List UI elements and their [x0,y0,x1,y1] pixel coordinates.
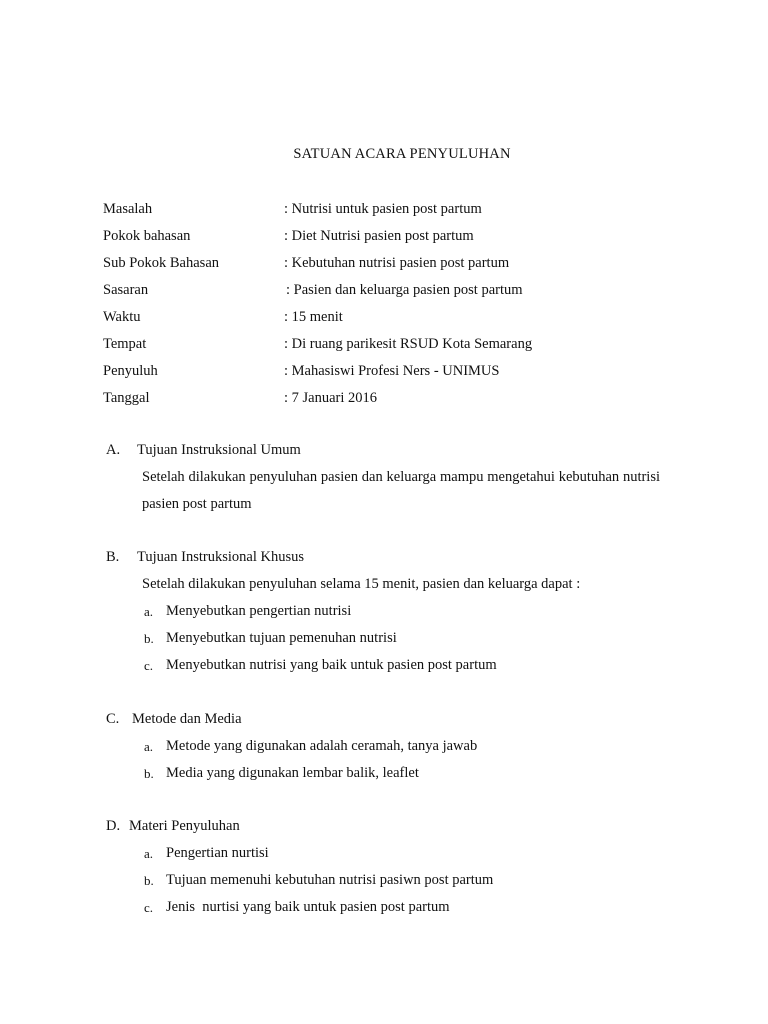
list-item-text: Menyebutkan nutrisi yang baik untuk pasien post partum [166,657,497,673]
section-intro [106,575,666,602]
info-value: : Mahasiswi Profesi Ners - UNIMUS [284,363,500,379]
list-item-letter: b. [144,873,154,888]
info-label: Sasaran [103,282,149,298]
list-item-text: Media yang digunakan lembar balik, leaflet [166,765,419,781]
list-item-letter: a. [144,739,154,754]
material-list [106,844,666,925]
list-item-letter: a. [144,846,154,861]
list-item [106,737,666,764]
objective-list [106,602,666,683]
section-tujuan-khusus [106,548,666,683]
info-value: : 15 menit [284,309,343,325]
section-title: Metode dan Media [132,711,242,727]
section-heading [106,548,666,575]
section-heading [106,817,666,844]
info-value: : Pasien dan keluarga pasien post partum [286,282,523,298]
info-value: : Di ruang parikesit RSUD Kota Semarang [284,336,533,352]
list-item-text: Menyebutkan tujuan pemenuhan nutrisi [166,630,397,646]
info-label: Penyuluh [103,363,158,379]
info-label: Waktu [103,309,141,325]
list-item-text: Menyebutkan pengertian nutrisi [166,603,352,619]
section-letter: D. [106,818,121,834]
section-title: Tujuan Instruksional Khusus [137,549,305,565]
section-materi [106,817,666,925]
list-item-text: Pengertian nurtisi [166,845,269,861]
list-item [106,629,666,656]
info-label: Tempat [103,336,147,352]
section-title: Materi Penyuluhan [129,818,240,834]
list-item [106,602,666,629]
info-label: Sub Pokok Bahasan [103,255,219,271]
section-metode-media [106,710,666,791]
document-title: SATUAN ACARA PENYULUHAN [293,146,511,162]
section-letter: C. [106,711,120,727]
section-tujuan-umum [106,441,666,518]
list-item [106,898,666,925]
info-value: : Diet Nutrisi pasien post partum [284,228,474,244]
list-item [106,871,666,898]
section-paragraph: Setelah dilakukan penyuluhan pasien dan keluarga mampu mengetahui kebutuhan nutrisi pasien post partum [142,469,660,512]
info-label: Pokok bahasan [103,228,191,244]
section-letter: B. [106,549,120,565]
section-heading [106,710,666,737]
list-item-letter: c. [144,900,154,915]
info-label: Masalah [103,201,153,217]
method-list [106,737,666,791]
list-item-letter: b. [144,631,154,646]
list-item-letter: a. [144,604,154,619]
list-item-letter: b. [144,766,154,781]
list-item-text: Tujuan memenuhi kebutuhan nutrisi pasiwn post partum [166,872,494,888]
list-item-letter: c. [144,658,154,673]
list-item-text: Metode yang digunakan adalah ceramah, tanya jawab [166,738,478,754]
section-letter: A. [106,442,121,458]
section-heading [106,441,666,468]
info-value: : 7 Januari 2016 [284,390,378,406]
info-label: Tanggal [103,390,150,406]
list-item-text: Jenis nurtisi yang baik untuk pasien post partum [166,899,450,915]
list-item [106,656,666,683]
section-intro-text: Setelah dilakukan penyuluhan selama 15 menit, pasien dan keluarga dapat : [142,576,581,592]
section-title: Tujuan Instruksional Umum [137,442,301,458]
info-value: : Nutrisi untuk pasien post partum [284,201,482,217]
list-item [106,844,666,871]
list-item [106,764,666,791]
info-value: : Kebutuhan nutrisi pasien post partum [284,255,510,271]
